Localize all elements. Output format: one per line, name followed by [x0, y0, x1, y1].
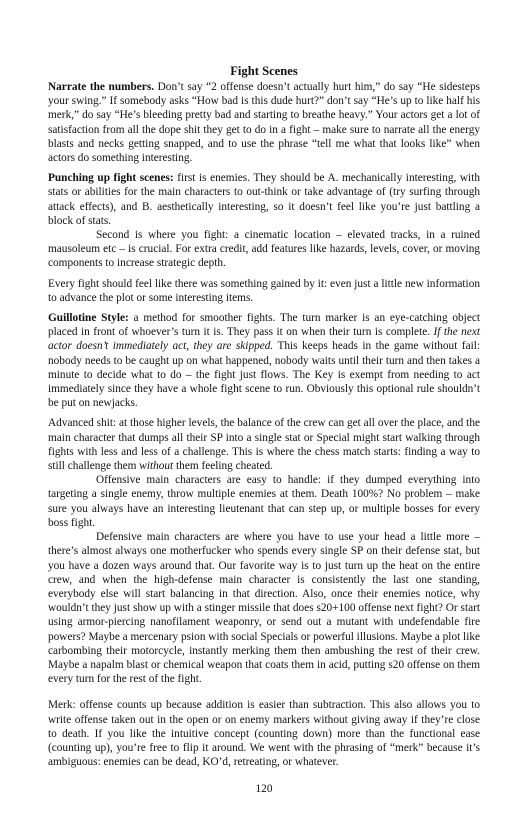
paragraph-text: first is enemies. They should be A. mechanically interesting, with stats or abilities for the main characters to out-think or take advantage of (try surfing through attack effects), and B. aesthetically interesting, so it doesn’t feel like you’re just battling a block of stats. — [48, 172, 480, 227]
paragraph-text: Don’t say “2 offense doesn’t actually hurt him,” do say “He sidesteps your swing.” If somebody asks “How bad is this dude hurt?” don’t say “He’s up to like half his merk,” do say “He’s bleeding pretty bad and starting to breathe heavy.” Your actors get a lot of satisfaction from all the dope shit they get to do in a fight – make sure to narrate all the energy blasts and necks getting snapped, and to use the phrase “tell me what that looks like” when actors do something interesting. — [48, 81, 480, 165]
paragraph-defensive: Defensive main characters are where you have to use your head a little more – there’s almost always one motherfucker who spends every single SP on their defense stat, but you have a dozen ways around that. Our favorite way is to just turn up the heat on the entire crew, and when the high-defense main character is consistently the last one standing, everybody else will start balancing in that direction. Also, once their enemies notice, why wouldn’t they just show up with a stinger missile that does s20+100 offense next fight? Or start using armor-piercing nanofilament weaponry, or send out a mutant with undefendable fire powers? Maybe a mercenary psion with social Specials or powerful illusions. Maybe a plot like carbombing their motorcycle, instantly merking them then ambushing the rest of their crew. Maybe a napalm blast or chemical weapon that coats them in acid, putting s20 offense on them every turn for the rest of the fight. — [48, 531, 480, 686]
page-title: Fight Scenes — [230, 64, 298, 78]
paragraph-something-gained: Every fight should feel like there was something gained by it: even just a little new information to advance the plot or some interesting items. — [48, 277, 480, 304]
italic-rule: If the next actor doesn’t immediately act, they are skipped. — [48, 326, 480, 353]
paragraph-offensive: Offensive main characters are easy to handle: if they dumped everything into targeting a single enemy, throw multiple enemies at them. Death 100%? No problem – make sure you always have an interesting lieutenant that can step up, or multiple bosses for every boss fight. — [48, 474, 480, 529]
paragraph-advanced — [48, 416, 480, 473]
paragraph-text: them feeling cheated. — [173, 460, 273, 473]
paragraph-punching-up — [48, 171, 480, 228]
paragraph-text: a method for smoother fights. The turn marker is an eye-catching object placed in front of whoever’s turn it is. They pass it on when their turn is complete. — [48, 312, 480, 339]
paragraph-text: Advanced shit: at those higher levels, the balance of the crew can get all over the place, and the main character that dumps all their SP into a single stat or Special might start walking through fights with less and less of a challenge. This is where the chess match starts: finding a way to still challenge them — [48, 417, 480, 473]
lead-guillotine-style: Guillotine Style: — [48, 312, 129, 325]
lead-punching-up: Punching up fight scenes: — [48, 172, 174, 185]
paragraph-narrate-numbers — [48, 80, 480, 165]
paragraph-text: This keeps heads in the game without fail: nobody needs to be caught up on what happened, nobody waits until their turn and then takes a minute to decide what to do – the fight just flows. The Key is exempt from needing to act immediately since they have a whole fight scene to run. Obviously this optional rule shouldn’t be put on newjacks. — [48, 340, 480, 410]
paragraph-guillotine-style — [48, 311, 480, 410]
lead-narrate-numbers: Narrate the numbers. — [48, 81, 155, 93]
paragraph-merk: Merk: offense counts up because addition is easier than subtraction. This also allows you to write offense taken out in the open or on enemy markers without giving away if they’re close to death. If you like the intuitive concept (counting down) more than the functional ease (counting up), you’re free to flip it around. We went with the phrasing of “merk” because it’s ambiguous: enemies can be dead, KO’d, retreating, or whatever. — [48, 699, 480, 769]
page-body — [48, 64, 480, 775]
paragraph-where-you-fight: Second is where you fight: a cinematic location – elevated tracks, in a ruined mausoleum etc – is crucial. For extra credit, add features like hazards, levels, cover, or moving components to increase strategic depth. — [48, 229, 480, 270]
page-number: 120 — [255, 783, 273, 795]
italic-word: without — [139, 460, 174, 473]
